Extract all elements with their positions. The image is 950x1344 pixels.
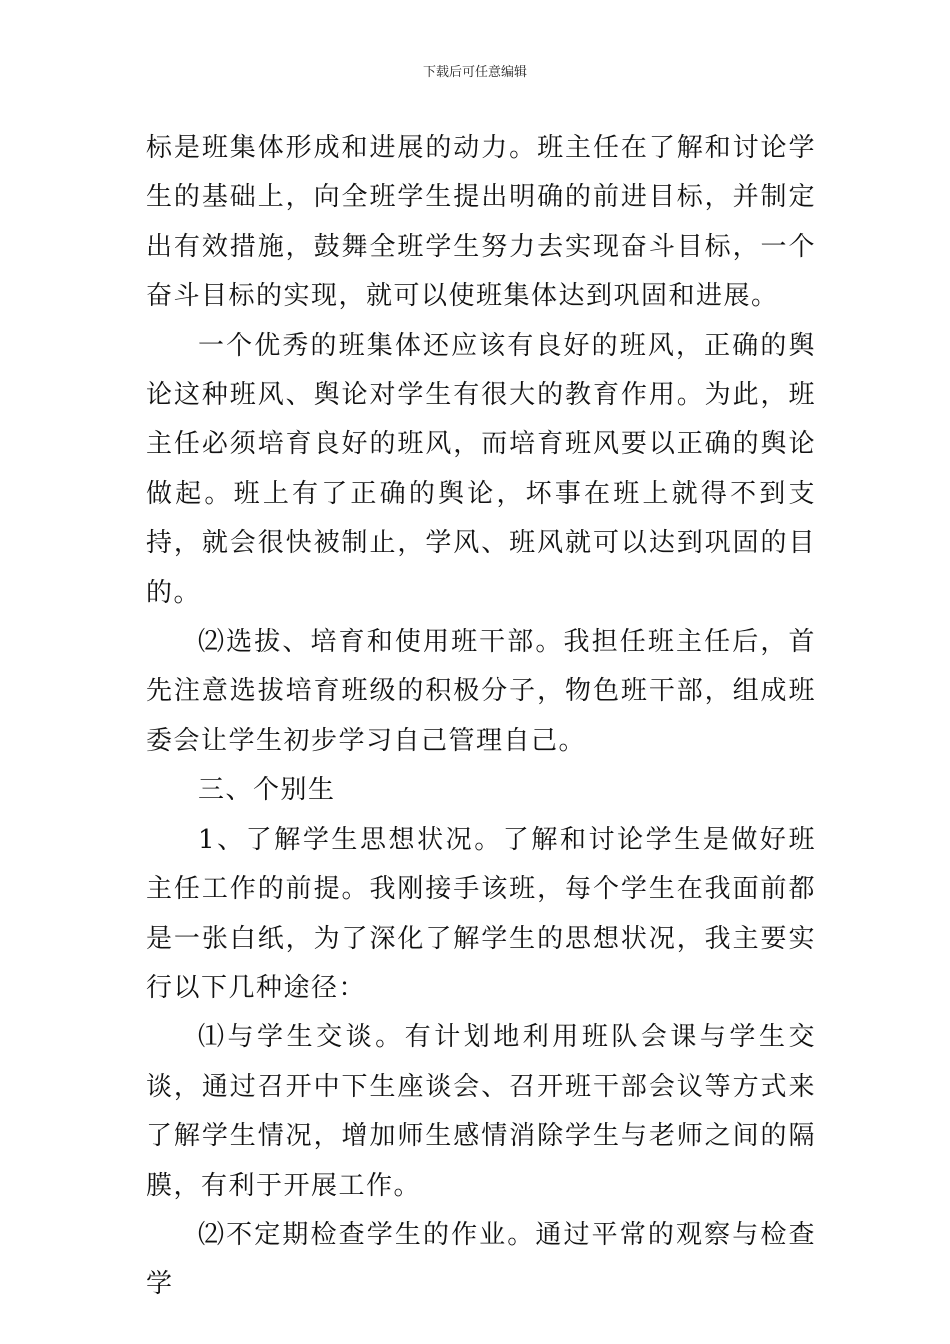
paragraph-class-cadres: ⑵选拔、培育和使用班干部。我担任班主任后，首先注意选拔培育班级的积极分子，物色班干部，组成班委会让学生初步学习自己管理自己。	[146, 627, 816, 756]
document-body	[146, 124, 816, 1310]
paragraph-check-homework: ⑵不定期检查学生的作业。通过平常的观察与检查学	[146, 1219, 816, 1300]
section-heading-individual-students: 三、个别生	[198, 775, 336, 806]
paragraph-continuation: 标是班集体形成和进展的动力。班主任在了解和讨论学生的基础上，向全班学生提出明确的前进目标，并制定出有效措施，鼓舞全班学生努力去实现奋斗目标，一个奋斗目标的实现，就可以使班集体达到巩固和进展。	[146, 133, 816, 312]
paragraph-understand-students: 1、了解学生思想状况。了解和讨论学生是做好班主任工作的前提。我刚接手该班，每个学生在我面前都是一张白纸，为了深化了解学生的思想状况，我主要实行以下几种途径：	[146, 824, 816, 1003]
paragraph-talk-with-students: ⑴与学生交谈。有计划地利用班队会课与学生交谈，通过召开中下生座谈会、召开班干部会议等方式来了解学生情况，增加师生感情消除学生与老师之间的隔膜，有利于开展工作。	[146, 1022, 816, 1201]
paragraph-class-atmosphere: 一个优秀的班集体还应该有良好的班风，正确的舆论这种班风、舆论对学生有很大的教育作用。为此，班主任必须培育良好的班风，而培育班风要以正确的舆论做起。班上有了正确的舆论，坏事在班上就得不到支持，就会很快被制止，学风、班风就可以达到巩固的目的。	[146, 330, 816, 608]
page-header: 下载后可任意编辑	[422, 65, 527, 80]
